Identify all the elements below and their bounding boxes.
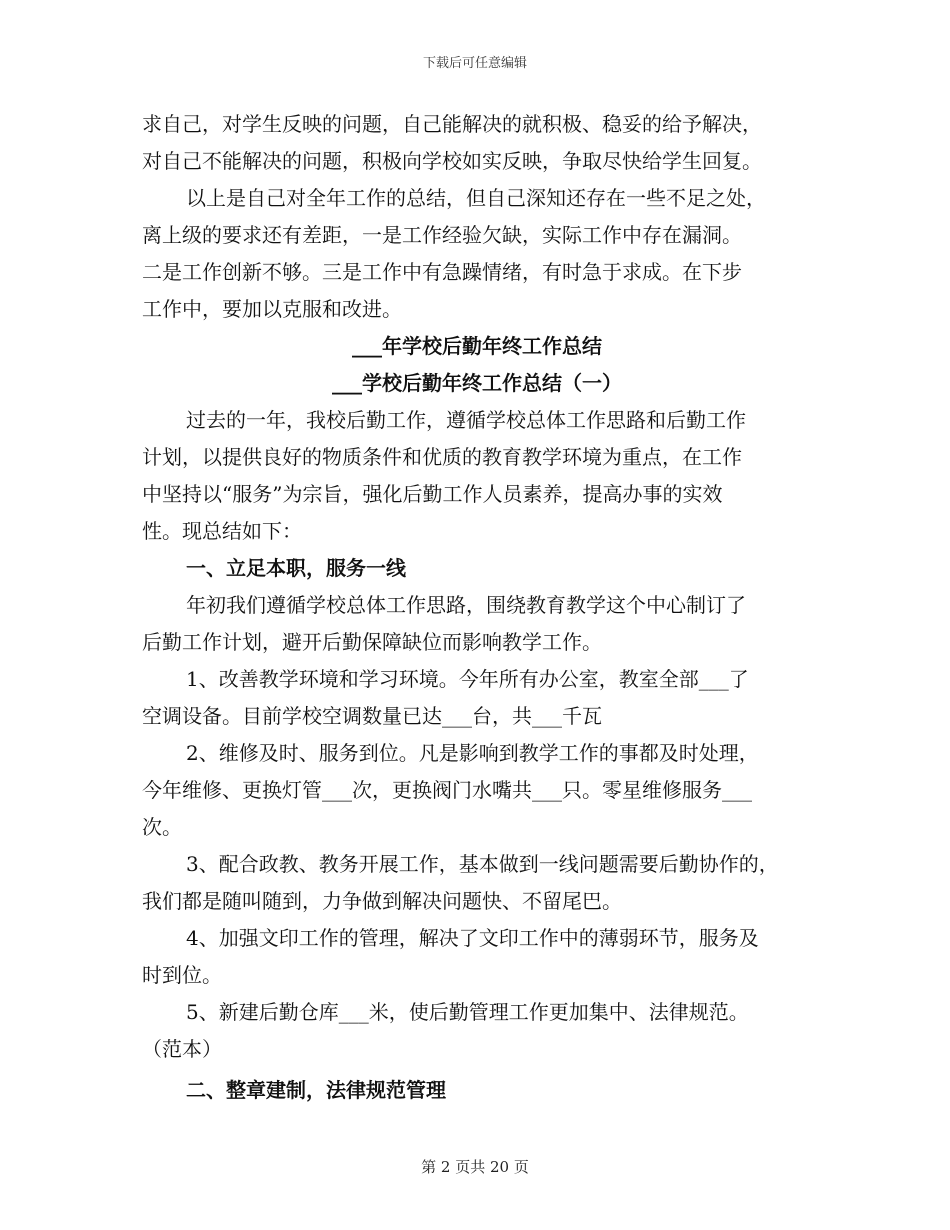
body-line: 空调设备。目前学校空调数量已达___台，共___千瓦	[142, 704, 602, 728]
document-body	[142, 106, 812, 1109]
body-line: 次。	[142, 815, 182, 839]
body-line: 3、配合政教、教务开展工作，基本做到一线问题需要后勤协作的，	[186, 852, 779, 876]
body-line: 2、维修及时、服务到位。凡是影响到教学工作的事都及时处理，	[186, 741, 759, 765]
body-line: （范本）	[142, 1037, 222, 1061]
section-subtitle: ___学校后勤年终工作总结（一）	[332, 371, 622, 395]
body-line: 工作中，要加以克服和改进。	[142, 297, 402, 321]
body-line: 以上是自己对全年工作的总结，但自己深知还存在一些不足之处，	[186, 186, 766, 210]
body-line: 离上级的要求还有差距，一是工作经验欠缺，实际工作中存在漏洞。	[142, 223, 742, 247]
body-line: 对自己不能解决的问题，积极向学校如实反映，争取尽快给学生回复。	[142, 149, 762, 173]
body-line: 我们都是随叫随到，力争做到解决问题快、不留尾巴。	[142, 889, 622, 913]
body-line: 后勤工作计划，避开后勤保障缺位而影响教学工作。	[142, 630, 602, 654]
body-line: 今年维修、更换灯管___次，更换阀门水嘴共___只。零星维修服务___	[142, 778, 752, 802]
heading-2: 二、整章建制，法律规范管理	[186, 1078, 446, 1102]
body-line: 求自己，对学生反映的问题，自己能解决的就积极、稳妥的给予解决，	[142, 112, 762, 136]
body-line: 性。现总结如下：	[142, 519, 302, 543]
page-number: 第 2 页共 20 页	[421, 1158, 529, 1176]
body-line: 二是工作创新不够。三是工作中有急躁情绪，有时急于求成。在下步	[142, 260, 742, 284]
body-line: 5、新建后勤仓库___米，使后勤管理工作更加集中、法律规范。	[186, 1000, 749, 1024]
body-line: 时到位。	[142, 963, 222, 987]
section-title: ___年学校后勤年终工作总结	[352, 334, 602, 358]
body-line: 1、改善教学环境和学习环境。今年所有办公室，教室全部___了	[186, 667, 749, 691]
body-line: 过去的一年，我校后勤工作，遵循学校总体工作思路和后勤工作	[186, 408, 746, 432]
body-line: 计划，以提供良好的物质条件和优质的教育教学环境为重点，在工作	[142, 445, 742, 469]
body-line: 4、加强文印工作的管理，解决了文印工作中的薄弱环节，服务及	[186, 926, 759, 950]
page-header: 下载后可任意编辑	[422, 56, 527, 71]
heading-1: 一、立足本职，服务一线	[186, 556, 406, 580]
body-line: 年初我们遵循学校总体工作思路，围绕教育教学这个中心制订了	[186, 593, 746, 617]
body-line: 中坚持以“服务”为宗旨，强化后勤工作人员素养，提高办事的实效	[142, 482, 723, 506]
